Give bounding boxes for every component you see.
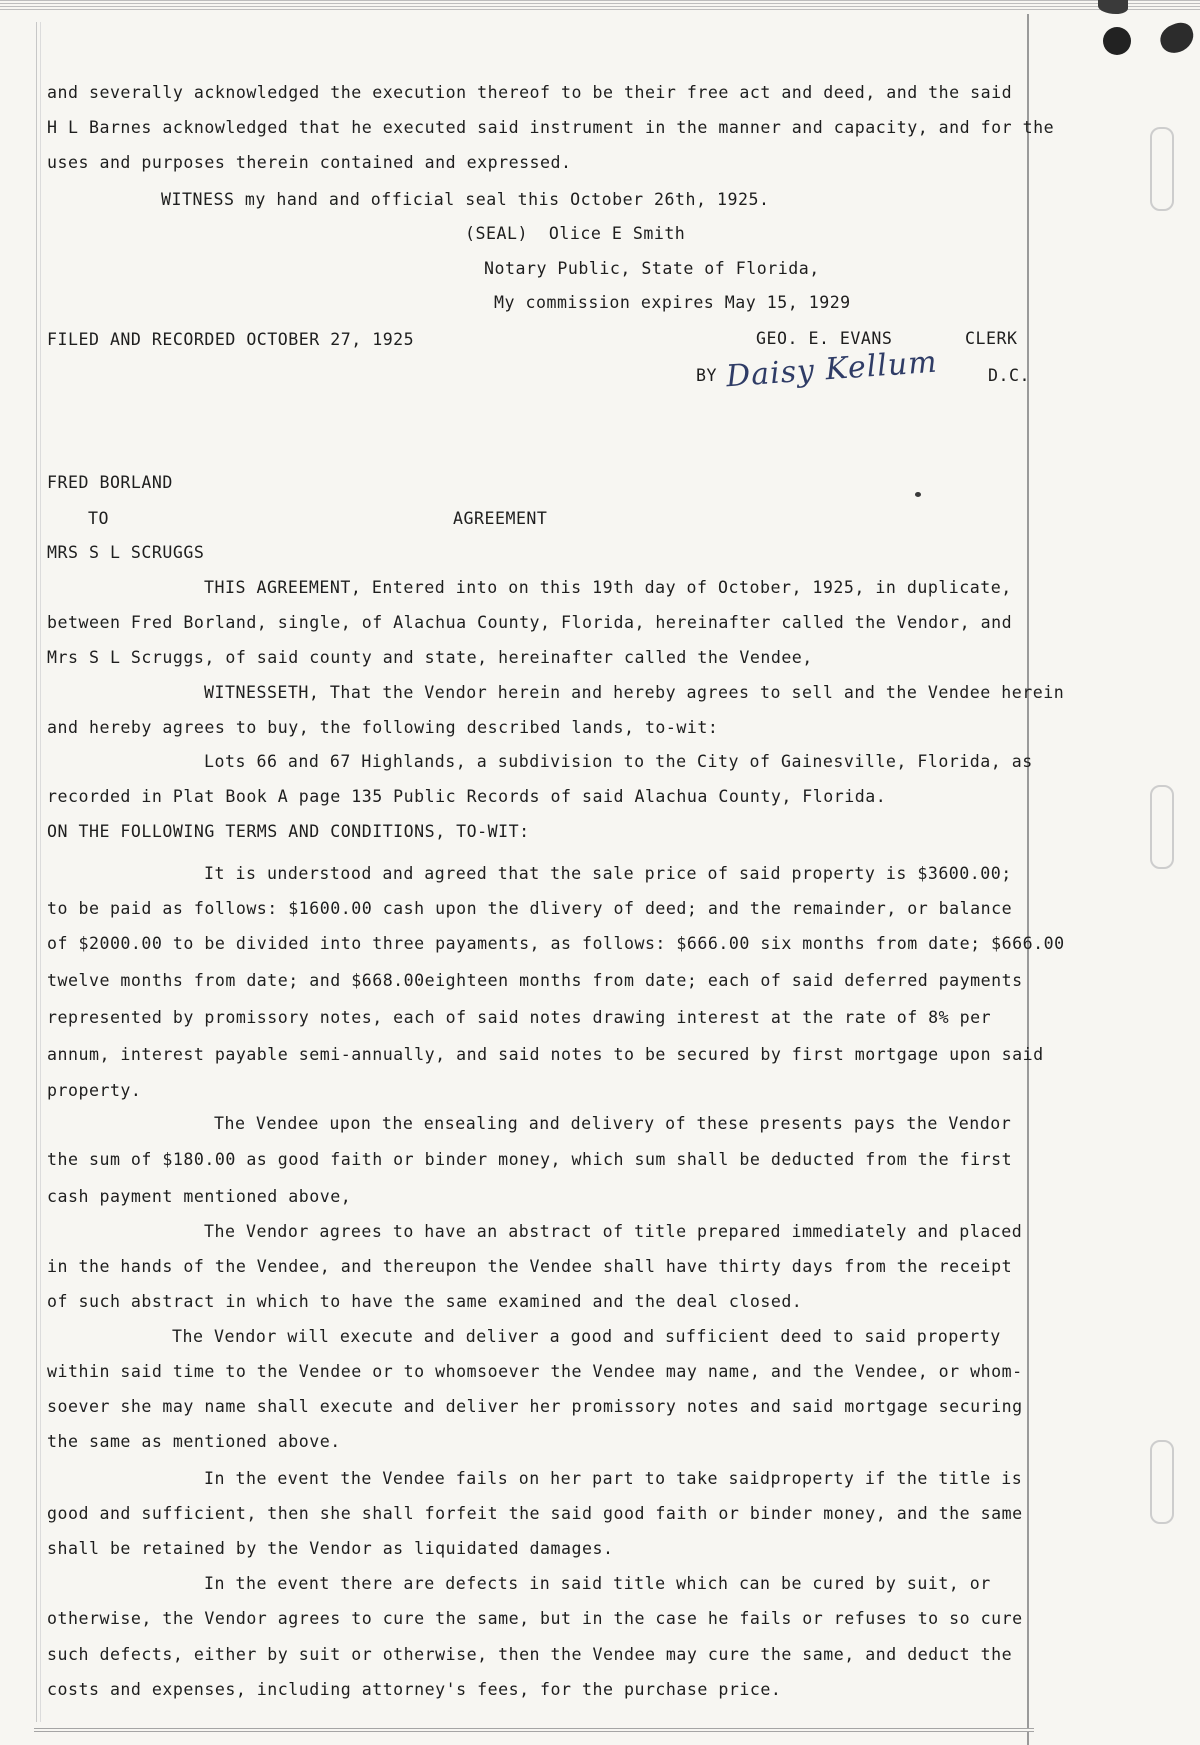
text-line: WITNESSETH, That the Vendor herein and hereby agrees to sell and the Vendee herein xyxy=(204,683,1065,702)
text-line: the same as mentioned above. xyxy=(47,1432,341,1451)
text-line: and severally acknowledged the execution thereof to be their free act and deed, and the said xyxy=(47,83,1013,102)
binder-hole xyxy=(1150,1440,1174,1524)
right-margin-line xyxy=(1027,14,1029,1745)
text-line: In the event there are defects in said title which can be cured by suit, or xyxy=(204,1574,991,1593)
witness-line: WITNESS my hand and official seal this October 26th, 1925. xyxy=(161,190,770,209)
text-line: The Vendee upon the ensealing and delivery of these presents pays the Vendor xyxy=(214,1114,1012,1133)
text-line: of $2000.00 to be divided into three payaments, as follows: $666.00 six months from date; $666.00 xyxy=(47,934,1065,953)
text-line: in the hands of the Vendee, and thereupon the Vendee shall have thirty days from the receipt xyxy=(47,1257,1013,1276)
text-line: soever she may name shall execute and deliver her promissory notes and said mortgage securing xyxy=(47,1397,1023,1416)
text-line: the sum of $180.00 as good faith or binder money, which sum shall be deducted from the first xyxy=(47,1150,1013,1169)
commission-expiry: My commission expires May 15, 1929 xyxy=(494,293,851,312)
ink-blot xyxy=(1103,27,1131,55)
text-line: recorded in Plat Book A page 135 Public Records of said Alachua County, Florida. xyxy=(47,787,887,806)
text-line: uses and purposes therein contained and expressed. xyxy=(47,153,572,172)
text-line: twelve months from date; and $668.00eighteen months from date; each of said deferred payments xyxy=(47,971,1023,990)
party-to: MRS S L SCRUGGS xyxy=(47,543,205,562)
top-border xyxy=(0,0,1200,12)
party-to-label: TO xyxy=(88,509,109,528)
text-line: otherwise, the Vendor agrees to cure the same, but in the case he fails or refuses to so cure xyxy=(47,1609,1023,1628)
deputy-clerk-signature: Daisy Kellum xyxy=(725,344,939,395)
text-line: In the event the Vendee fails on her part to take saidproperty if the title is xyxy=(204,1469,1023,1488)
text-line: costs and expenses, including attorney's fees, for the purchase price. xyxy=(47,1680,782,1699)
text-line: The Vendor agrees to have an abstract of title prepared immediately and placed xyxy=(204,1222,1023,1241)
clerk-name: GEO. E. EVANS xyxy=(756,329,893,348)
filed-recorded: FILED AND RECORDED OCTOBER 27, 1925 xyxy=(47,330,415,349)
text-line: annum, interest payable semi-annually, and said notes to be secured by first mortgage upon said xyxy=(47,1045,1044,1064)
document-type: AGREEMENT xyxy=(453,509,548,528)
text-line: H L Barnes acknowledged that he executed said instrument in the manner and capacity, and for the xyxy=(47,118,1055,137)
text-line: Lots 66 and 67 Highlands, a subdivision to the City of Gainesville, Florida, as xyxy=(204,752,1033,771)
section-heading: ON THE FOLLOWING TERMS AND CONDITIONS, TO-WIT: xyxy=(47,822,530,841)
text-line: THIS AGREEMENT, Entered into on this 19th day of October, 1925, in duplicate, xyxy=(204,578,1012,597)
left-margin-line-inner xyxy=(40,22,41,1722)
left-margin-line xyxy=(36,22,37,1722)
binder-hole xyxy=(1150,785,1174,869)
by-label: BY xyxy=(696,366,717,385)
text-line: shall be retained by the Vendor as liquidated damages. xyxy=(47,1539,614,1558)
party-from: FRED BORLAND xyxy=(47,473,173,492)
text-line: and hereby agrees to buy, the following described lands, to-wit: xyxy=(47,718,719,737)
text-line: good and sufficient, then she shall forfeit the said good faith or binder money, and the same xyxy=(47,1504,1023,1523)
ink-spot xyxy=(915,492,921,497)
text-line: It is understood and agreed that the sale price of said property is $3600.00; xyxy=(204,864,1012,883)
clerk-title: CLERK xyxy=(965,329,1018,348)
text-line: The Vendor will execute and deliver a good and sufficient deed to said property xyxy=(172,1327,1001,1346)
text-line: Mrs S L Scruggs, of said county and state, hereinafter called the Vendee, xyxy=(47,648,813,667)
ink-blot xyxy=(1156,19,1198,57)
text-line: represented by promissory notes, each of said notes drawing interest at the rate of 8% per xyxy=(47,1008,992,1027)
text-line: cash payment mentioned above, xyxy=(47,1187,352,1206)
text-line: property. xyxy=(47,1081,142,1100)
bottom-border xyxy=(34,1728,1034,1732)
text-line: to be paid as follows: $1600.00 cash upon the dlivery of deed; and the remainder, or balance xyxy=(47,899,1013,918)
deputy-clerk-label: D.C. xyxy=(988,366,1030,385)
notary-seal-name: (SEAL) Olice E Smith xyxy=(465,224,686,243)
text-line: between Fred Borland, single, of Alachua County, Florida, hereinafter called the Vendor, and xyxy=(47,613,1013,632)
notary-title: Notary Public, State of Florida, xyxy=(484,259,820,278)
binder-hole xyxy=(1150,127,1174,211)
text-line: within said time to the Vendee or to whomsoever the Vendee may name, and the Vendee, or whom- xyxy=(47,1362,1023,1381)
text-line: such defects, either by suit or otherwise, then the Vendee may cure the same, and deduct the xyxy=(47,1645,1013,1664)
text-line: of such abstract in which to have the same examined and the deal closed. xyxy=(47,1292,803,1311)
